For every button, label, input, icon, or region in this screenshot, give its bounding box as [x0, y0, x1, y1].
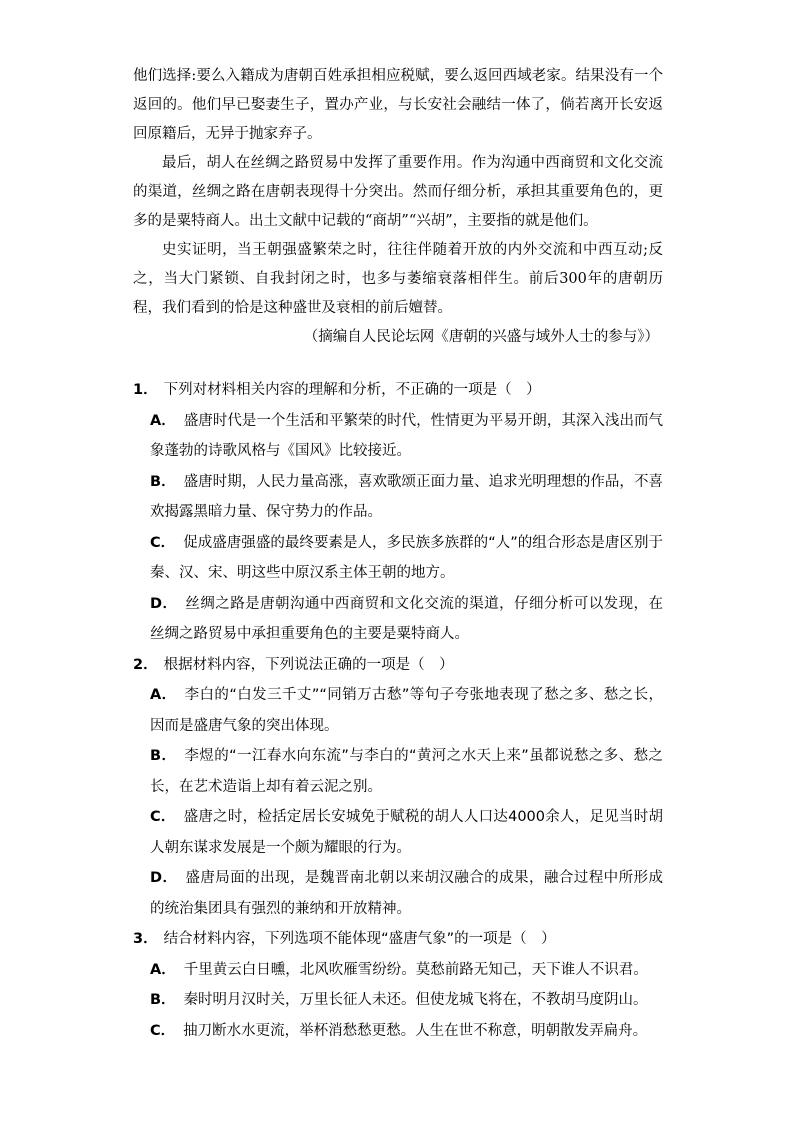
answer-option: [133, 1016, 663, 1047]
answer-option: [133, 680, 663, 741]
option-letter: B．: [150, 473, 176, 490]
passage-paragraph: 史实证明，当王朝强盛繁荣之时，往往伴随着开放的内外交流和中西互动;反之，当大门紧锁、自我封闭之时，也多与萎缩衰落相伴生。前后300年的唐朝历程，我们看到的恰是这种盛世及衰相的前后嬗替。: [133, 242, 663, 316]
question-number: 2．: [133, 656, 158, 673]
answer-option: [133, 985, 663, 1016]
answer-option: [133, 589, 663, 650]
option-letter: A．: [150, 412, 176, 429]
option-text: 丝绸之路是唐朝沟通中西商贸和文化交流的渠道，仔细分析可以发现，在丝绸之路贸易中承担重要角色的主要是粟特商人。: [150, 595, 663, 642]
question-stem: [133, 650, 663, 681]
question-text: 结合材料内容，下列选项不能体现“盛唐气象”的一项是（ ）: [163, 931, 556, 947]
option-letter: C．: [150, 809, 176, 825]
option-letter: D．: [150, 595, 178, 612]
answer-option: [133, 741, 663, 802]
question-stem: [133, 375, 663, 406]
option-letter: C．: [150, 1022, 176, 1039]
question: [133, 650, 663, 925]
option-letter: C．: [150, 534, 176, 551]
option-text: 秦时明月汉时关，万里长征人未还。但使龙城飞将在，不教胡马度阴山。: [183, 992, 648, 1008]
passage-paragraph: 他们选择:要么入籍成为唐朝百姓承担相应税赋，要么返回西域老家。结果没有一个返回的。他们早已娶妻生子，置办产业，与长安社会融结一体了，倘若离开长安返回原籍后，无异于抛家弃子。: [133, 68, 663, 142]
question-number: 3．: [133, 931, 158, 947]
option-text: 盛唐局面的出现，是魏晋南北朝以来胡汉融合的成果，融合过程中所形成的统治集团具有强烈的兼纳和开放精神。: [150, 870, 663, 917]
option-letter: A．: [150, 961, 176, 978]
option-text: 李白的“白发三千丈”“同销万古愁”等句子夸张地表现了愁之多、愁之长，因而是盛唐气象的突出体现。: [150, 687, 663, 734]
option-text: 千里黄云白日曛，北风吹雁雪纷纷。莫愁前路无知己，天下谁人不识君。: [183, 961, 648, 978]
option-text: 李煜的“一江春水向东流”与李白的“黄河之水天上来”虽都说愁之多、愁之长，在艺术造诣上却有着云泥之别。: [150, 748, 663, 795]
answer-option: [133, 406, 663, 467]
answer-option: [133, 802, 663, 863]
passage-citation: （摘编自人民论坛网《唐朝的兴盛与域外人士的参与》）: [303, 329, 659, 345]
option-text: 抽刀断水水更流，举杯消愁愁更愁。人生在世不称意，明朝散发弄扁舟。: [183, 1022, 648, 1039]
question-text: 下列对材料相关内容的理解和分析，不正确的一项是（ ）: [163, 382, 541, 398]
answer-option: [133, 467, 663, 528]
option-letter: B．: [150, 748, 177, 764]
question: [133, 375, 663, 650]
question-stem: [133, 924, 663, 955]
answer-option: [133, 863, 663, 924]
question-number: 1．: [133, 382, 158, 398]
option-letter: B．: [150, 992, 176, 1008]
reading-passage: [133, 62, 663, 352]
option-text: 盛唐时代是一个生活和平繁荣的时代，性情更为平易开朗，其深入浅出而气象蓬勃的诗歌风格与《国风》比较接近。: [150, 412, 663, 459]
question-text: 根据材料内容，下列说法正确的一项是（ ）: [163, 656, 454, 673]
question-list: [133, 375, 663, 1046]
option-letter: A．: [150, 687, 177, 703]
passage-paragraph: 最后，胡人在丝绸之路贸易中发挥了重要作用。作为沟通中西商贸和文化交流的渠道，丝绸之路在唐朝表现得十分突出。然而仔细分析，承担其重要角色的，更多的是粟特商人。出土文献中记载的“商胡”“兴胡”，主要指的就是他们。: [133, 155, 663, 229]
option-text: 促成盛唐强盛的最终要素是人，多民族多族群的“人”的组合形态是唐区别于秦、汉、宋、明这些中原汉系主体王朝的地方。: [150, 534, 663, 581]
question: [133, 924, 663, 1046]
option-text: 盛唐时期，人民力量高涨，喜欢歌颂正面力量、追求光明理想的作品，不喜欢揭露黑暗力量、保守势力的作品。: [150, 473, 663, 520]
answer-option: [133, 528, 663, 589]
option-letter: D．: [150, 870, 178, 886]
answer-option: [133, 955, 663, 986]
option-text: 盛唐之时，检括定居长安城免于赋税的胡人人口达4000余人，足见当时胡人朝东谋求发展是一个颇为耀眼的行为。: [150, 809, 663, 856]
